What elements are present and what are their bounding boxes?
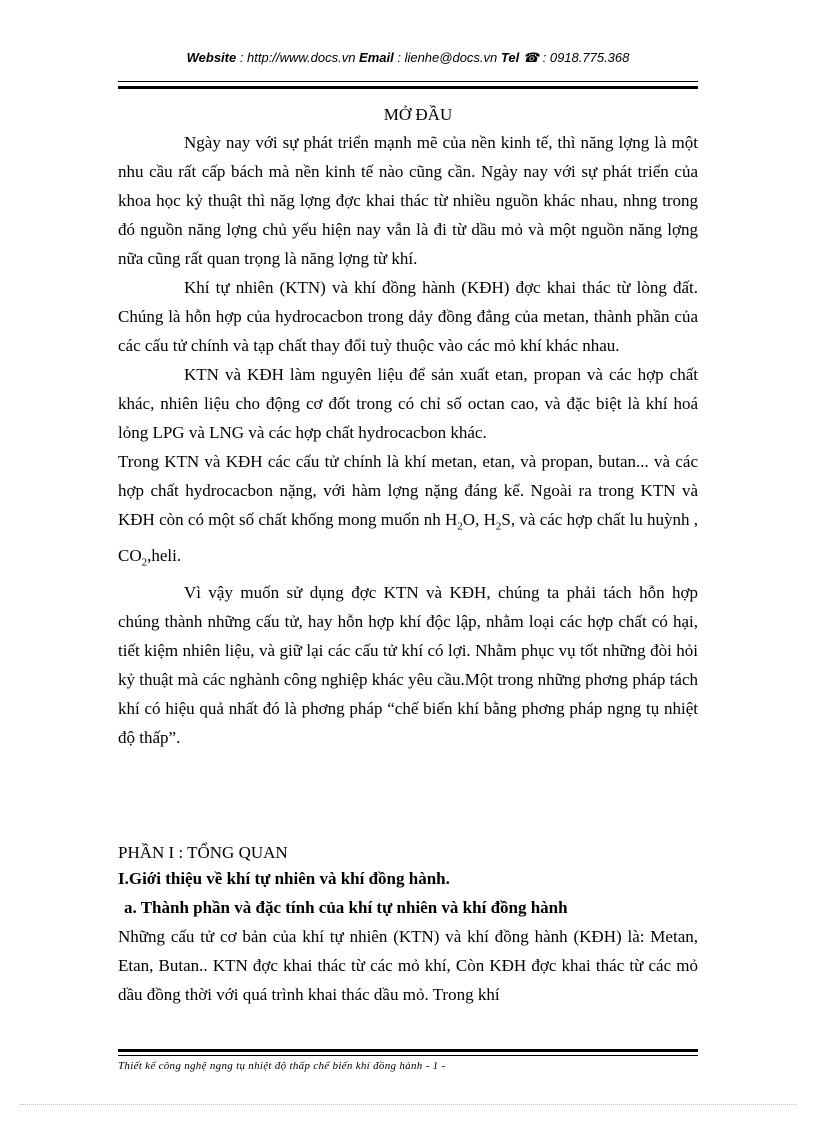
- page-header: [118, 50, 698, 66]
- paragraph-4: Trong KTN và KĐH các cấu tử chính là khí metan, etan, và propan, butan... và các hợp chất hydrocacbon nặng, với hàm lợng nặng đáng kể. Ngoài ra trong KTN và KĐH còn có một số chất khống mong muốn nh $H_2O$, $H_2S$, và các hợp chất lu huỳnh , $CO_2,heli$.: [118, 452, 698, 569]
- page-number: - 1 -: [422, 1060, 446, 1072]
- tel-value: ☎ : 0918.775.368: [519, 50, 630, 65]
- paragraph-1: Ngày nay với sự phát triển mạnh mẽ của nền kinh tế, thì năng lợng là một nhu cầu rất cấp bách mà nền kinh tế nào cũng cần. Ngày nay với sự phát triển của khoa học kỷ thuật thì năg lợng đợc khai thác từ nhiều nguồn khác nhau, nhng trong đó nguồn năng lợng chủ yếu hiện nay vẫn là đi từ dầu mỏ và một nguồn năng lợng nữa cũng rất quan trọng là năng lợng từ khí.: [118, 133, 698, 268]
- document-title: MỞ ĐẦU: [383, 105, 453, 124]
- subsection-a-title: a. Thành phần và đặc tính của khí tự nhiên và khí đồng hành: [124, 897, 568, 917]
- header-rule-thin: [118, 81, 698, 82]
- document-body: [118, 102, 698, 1009]
- footer-rule-thick: [118, 1049, 698, 1052]
- email-label: Email: [359, 50, 394, 65]
- tel-label: Tel: [500, 50, 520, 65]
- page-boundary: [20, 1104, 796, 1105]
- paragraph-5: Vì vậy muốn sử dụng đợc KTN và KĐH, chúng ta phải tách hỗn hợp chúng thành những cấu tử, hay hỗn hợp khí độc lập, nhằm loại các hợp chất có hại, tiết kiệm nhiên liệu, và giữ lại các cấu tử khí có lợi. Nhằm phục vụ tốt những đòi hỏi kỷ thuật mà các nghành công nghiệp khác yêu cầu.Một trong những phơng pháp tách khí có hiệu quả nhất đó là phơng pháp “chế biến khí bằng phơng pháp ngng tụ nhiệt độ thấp”.: [118, 582, 698, 747]
- footer-rule-thin: [118, 1055, 698, 1056]
- website-value: : http://www.docs.vn: [236, 50, 360, 65]
- email-value: : lienhe@docs.vn: [393, 50, 501, 65]
- paragraph-2: Khí tự nhiên (KTN) và khí đồng hành (KĐH) đợc khai thác từ lòng đất. Chúng là hỗn hợp của hydrocacbon trong dảy đồng đẳng của metan, thành phần của các cấu tử chính và tạp chất thay đổi tuỳ thuộc vào các mỏ khí khác nhau.: [118, 278, 698, 355]
- section-title: PHẦN I : TỔNG QUAN: [118, 842, 288, 862]
- paragraph-3: KTN và KĐH làm nguyên liệu để sản xuất etan, propan và các hợp chất khác, nhiên liệu cho động cơ đốt trong có chỉ số octan cao, và đặc biệt là khí hoá lỏng LPG và LNG và các hợp chất hydrocacbon khác.: [118, 365, 698, 442]
- header-rule-thick: [118, 86, 698, 89]
- website-label: Website: [186, 50, 237, 65]
- page-footer: [118, 1060, 698, 1072]
- subsection-title: I.Giới thiệu về khí tự nhiên và khí đồng hành.: [118, 868, 450, 888]
- spacer: [118, 752, 698, 840]
- footer-text: Thiết kế công nghệ ngng tụ nhiệt độ thấp chế biến khí đồng hành: [118, 1060, 423, 1072]
- paragraph-6: Những cấu tử cơ bản của khí tự nhiên (KTN) và khí đồng hành (KĐH) là: Metan, Etan, Butan.. KTN đợc khai thác từ các mỏ khí, Còn KĐH đợc khai thác từ các mỏ dầu đồng thời với quá trình khai thác dầu mỏ. Trong khí: [118, 926, 698, 1004]
